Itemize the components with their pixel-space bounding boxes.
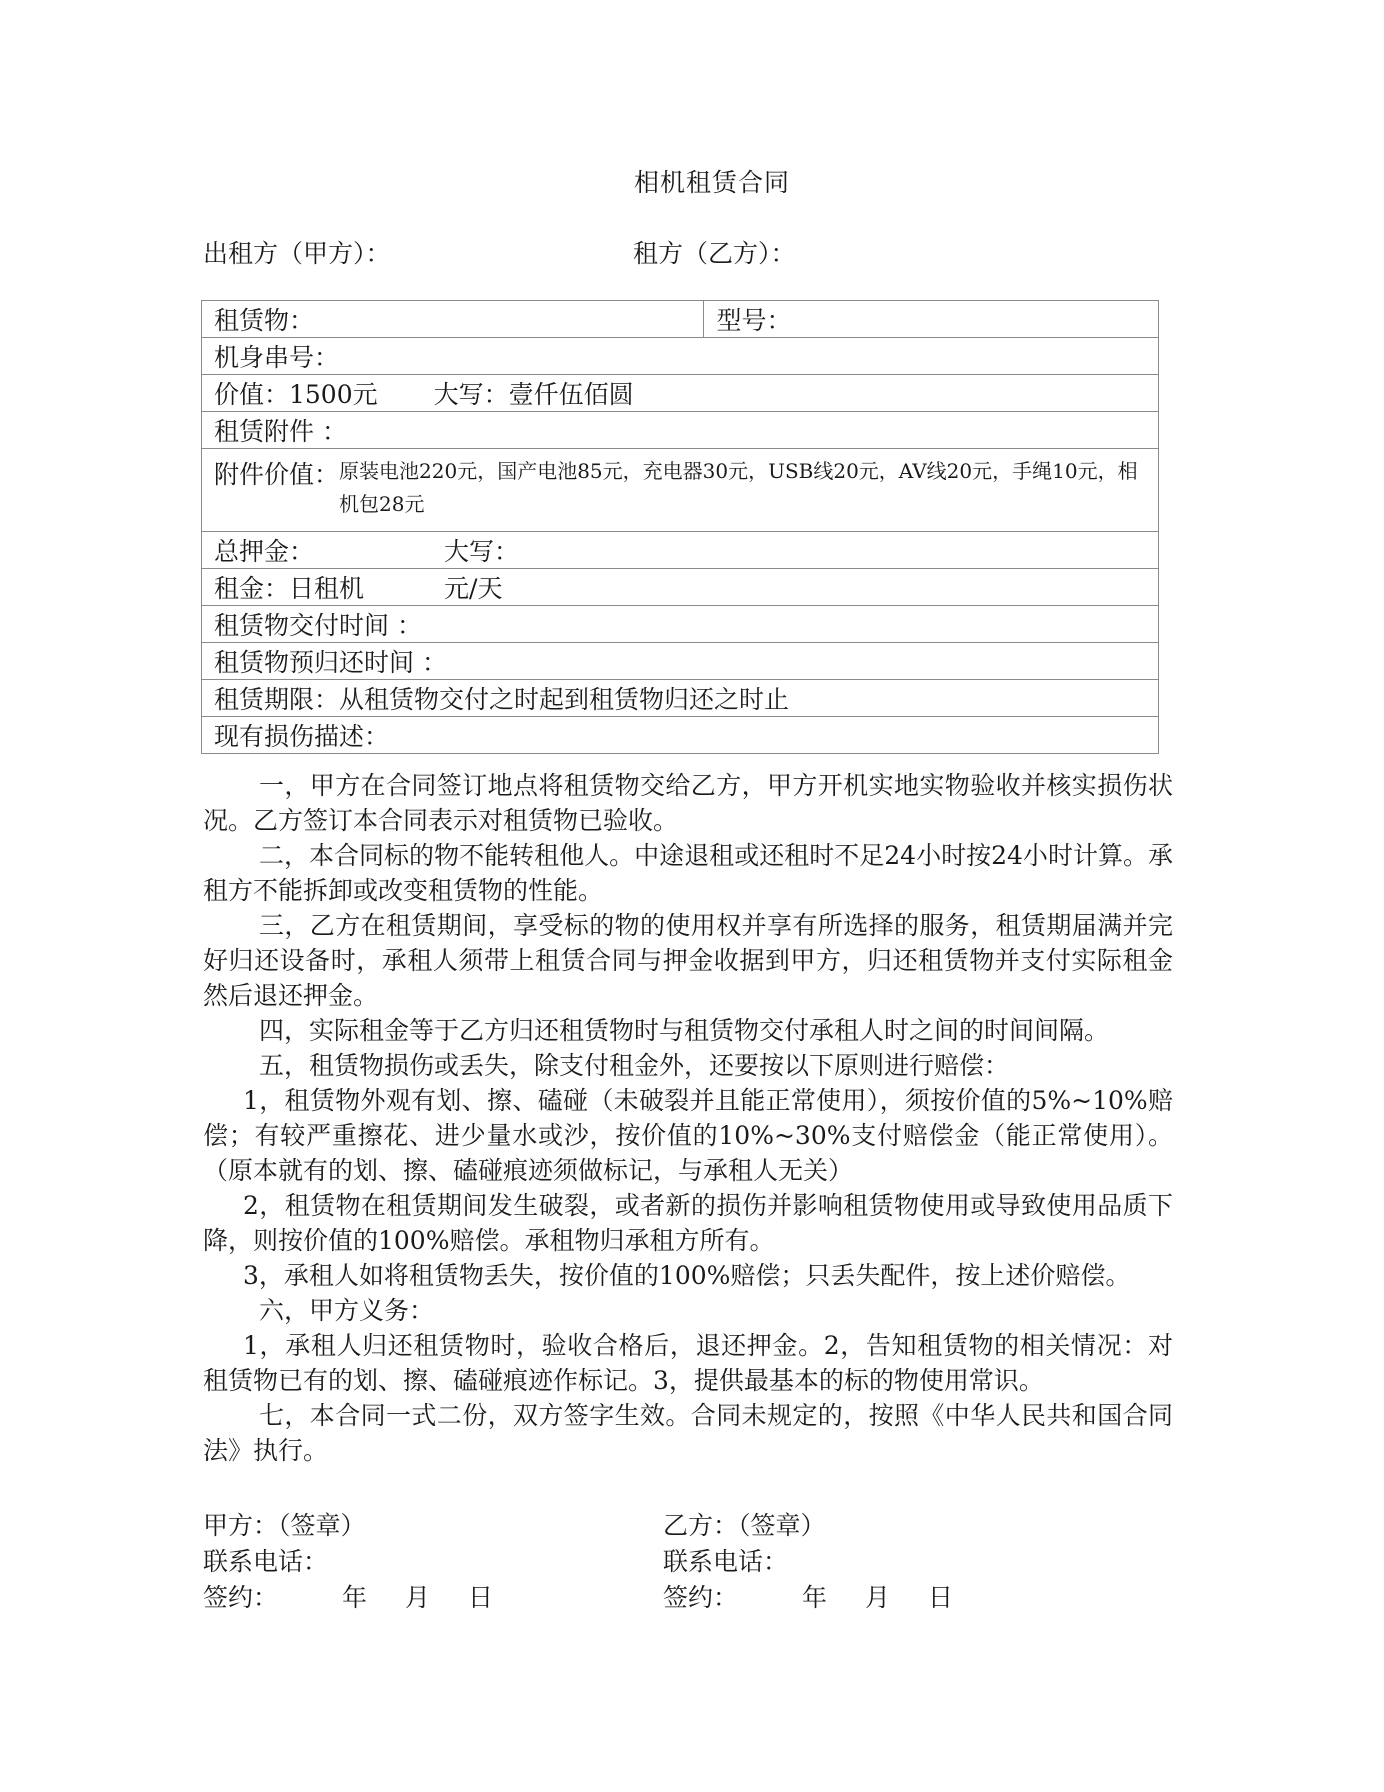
value-caps-text: 大写：壹仟伍佰圆	[433, 380, 634, 409]
year-label: 年	[342, 1583, 368, 1612]
serial-cell: 机身串号：	[202, 338, 1159, 375]
clause-4: 四，实际租金等于乙方归还租赁物时与租赁物交付承租人时之间的时间间隔。	[259, 1016, 1110, 1045]
rent-label: 租金：日租机	[214, 574, 365, 603]
accessory-value-text: 原装电池220元，国产电池85元，充电器30元，USB线20元，AV线20元，手绳10元，相机包28元	[339, 459, 1138, 516]
year-label: 年	[802, 1583, 828, 1612]
table-row	[202, 717, 1159, 754]
party-b-date-row	[663, 1580, 953, 1616]
clause-6-items: 1，承租人归还租赁物时，验收合格后，退还押金。2，告知租赁物的相关情况：对租赁物已有的划、擦、磕碰痕迹作标记。3，提供最基本的标的物使用常识。	[203, 1331, 1173, 1395]
party-a-signature-block	[203, 1508, 493, 1616]
deposit-caps-label: 大写：	[444, 537, 520, 566]
item-cell: 租赁物：	[202, 301, 704, 338]
deposit-label: 总押金：	[214, 537, 315, 566]
clause-5: 五，租赁物损伤或丢失，除支付租金外，还要按以下原则进行赔偿：	[259, 1051, 1010, 1080]
delivery-time-cell: 租赁物交付时间 ：	[202, 606, 1159, 643]
accessories-cell: 租赁附件 ：	[202, 412, 1159, 449]
accessory-value-label: 附件价值：	[214, 460, 340, 489]
table-row	[202, 449, 1159, 532]
rent-unit: 元/天	[444, 574, 503, 603]
party-b-signature-block	[663, 1508, 953, 1616]
signed-label: 签约：	[203, 1583, 279, 1612]
clause-2: 二，本合同标的物不能转租他人。中途退租或还租时不足24小时按24小时计算。承租方不能拆卸或改变租赁物的性能。	[203, 841, 1173, 905]
contract-clauses	[203, 768, 1173, 1468]
table-row	[202, 643, 1159, 680]
party-a-phone-label: 联系电话：	[203, 1547, 329, 1576]
party-b-seal-label: 乙方：（签章）	[663, 1511, 826, 1540]
rental-info-table	[201, 300, 1159, 754]
rent-cell	[202, 569, 1159, 606]
table-row	[202, 412, 1159, 449]
value-text: 价值：1500元	[214, 380, 378, 409]
clause-5-item-2: 2，租赁物在租赁期间发生破裂，或者新的损伤并影响租赁物使用或导致使用品质下降，则按价值的100%赔偿。承租物归承租方所有。	[203, 1191, 1173, 1255]
month-label: 月	[405, 1583, 431, 1612]
day-label: 日	[468, 1583, 494, 1612]
clause-6: 六，甲方义务：	[259, 1296, 435, 1325]
party-a-date-row	[203, 1580, 493, 1616]
clause-7: 七，本合同一式二份，双方签字生效。合同未规定的，按照《中华人民共和国合同法》执行。	[203, 1401, 1173, 1465]
party-a-seal-label: 甲方：（签章）	[203, 1511, 366, 1540]
clause-5-item-1: 1，租赁物外观有划、擦、磕碰（未破裂并且能正常使用），须按价值的5%~10%赔偿；有较严重擦花、进少量水或沙，按价值的10%~30%支付赔偿金（能正常使用）。（原本就有的划、擦、磕碰痕迹须做标记，与承租人无关）	[203, 1086, 1173, 1185]
signed-label: 签约：	[663, 1583, 739, 1612]
model-cell: 型号：	[704, 301, 1159, 338]
page-title: 相机租赁合同	[633, 168, 790, 197]
damage-cell: 现有损伤描述：	[202, 717, 1159, 754]
clause-5-item-3: 3，承租人如将租赁物丢失，按价值的100%赔偿；只丢失配件，按上述价赔偿。	[243, 1261, 1131, 1290]
table-row	[202, 569, 1159, 606]
table-row	[202, 606, 1159, 643]
lessee-label: 租方（乙方）：	[633, 239, 796, 268]
accessory-value-cell	[202, 449, 1159, 532]
party-b-phone-label: 联系电话：	[663, 1547, 789, 1576]
clause-1: 一，甲方在合同签订地点将租赁物交给乙方，甲方开机实地实物验收并核实损伤状况。乙方签订本合同表示对租赁物已验收。	[203, 771, 1173, 835]
table-row	[202, 680, 1159, 717]
table-row	[202, 338, 1159, 375]
clause-3: 三，乙方在租赁期间，享受标的物的使用权并享有所选择的服务，租赁期届满并完好归还设备时，承租人须带上租赁合同与押金收据到甲方，归还租赁物并支付实际租金然后退还押金。	[203, 911, 1173, 1010]
value-cell	[202, 375, 1159, 412]
table-row	[202, 375, 1159, 412]
table-row	[202, 532, 1159, 569]
term-cell: 租赁期限：从租赁物交付之时起到租赁物归还之时止	[202, 680, 1159, 717]
day-label: 日	[928, 1583, 954, 1612]
month-label: 月	[865, 1583, 891, 1612]
lessor-label: 出租方（甲方）：	[203, 239, 391, 268]
table-row	[202, 301, 1159, 338]
deposit-cell	[202, 532, 1159, 569]
return-time-cell: 租赁物预归还时间 ：	[202, 643, 1159, 680]
